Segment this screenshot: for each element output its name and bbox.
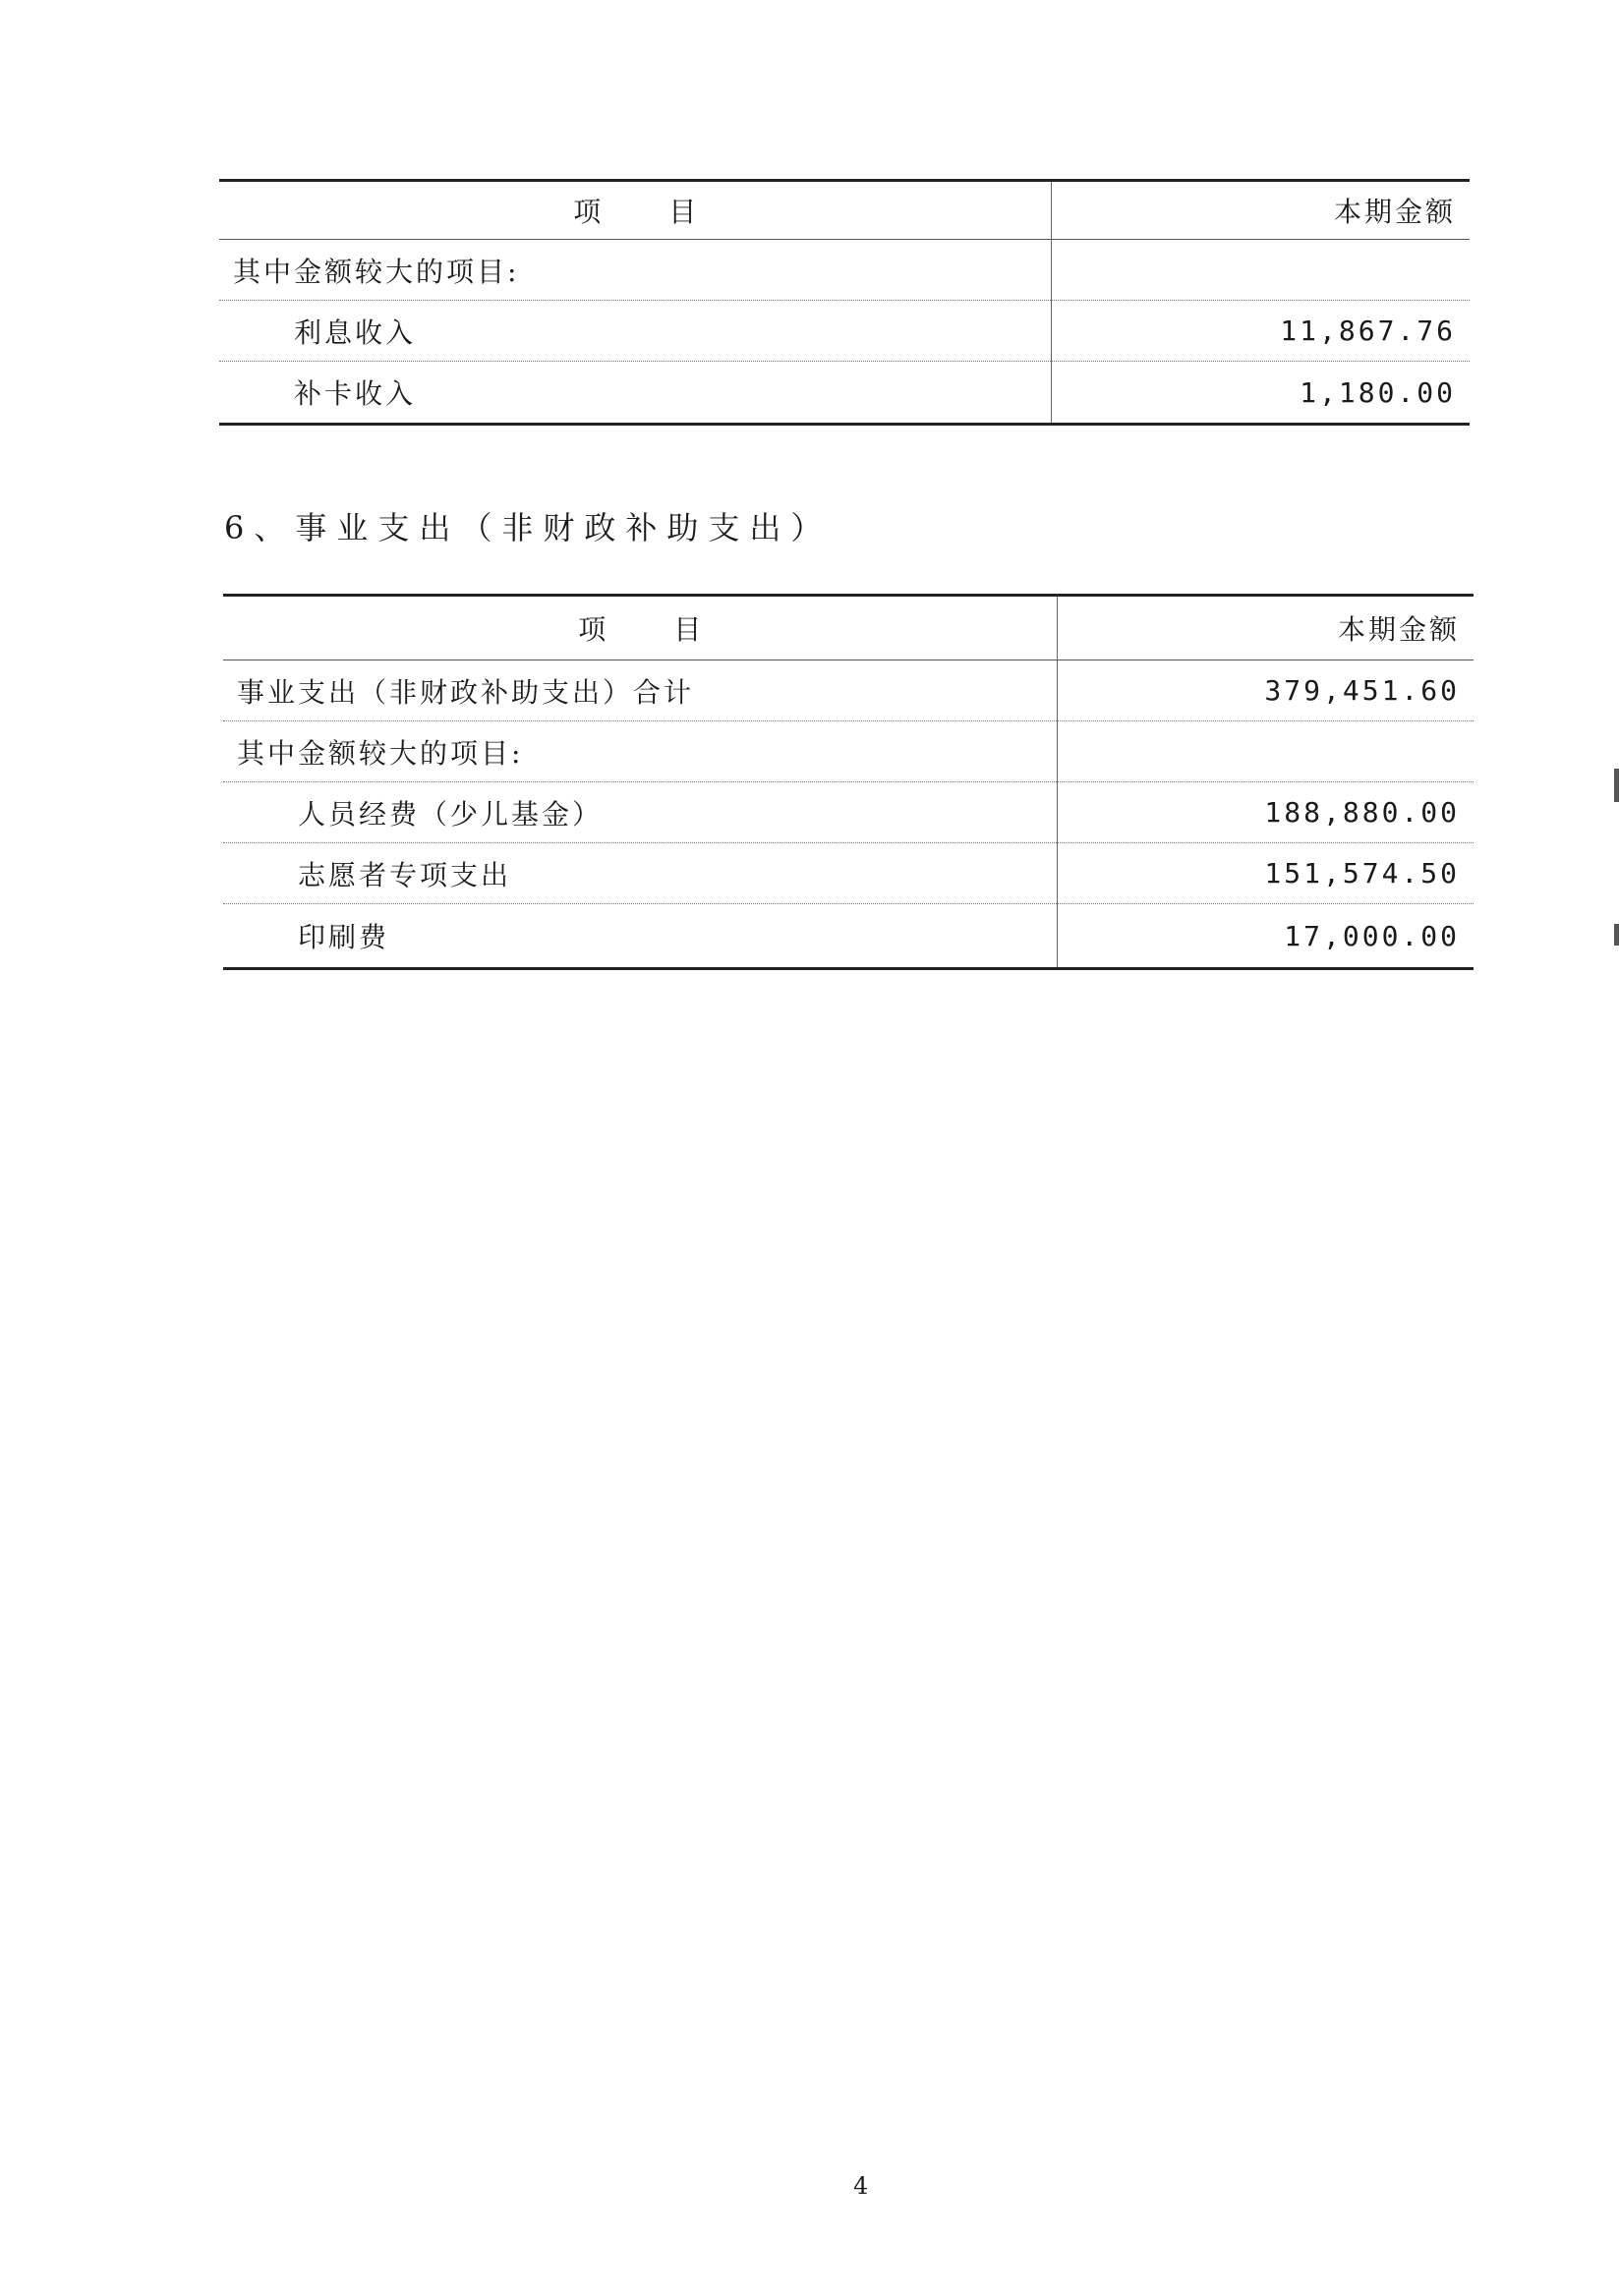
- page-number: 4: [853, 2172, 869, 2200]
- section-heading: 6、事业支出（非财政补助支出）: [224, 509, 833, 546]
- header-item: [219, 181, 1051, 240]
- row-label: 人员经费（少儿基金）: [223, 782, 1057, 843]
- header-amount: 本期金额: [1051, 181, 1470, 240]
- row-amount: 151,574.50: [1057, 843, 1474, 904]
- table-row: [223, 904, 1474, 969]
- table-row: [219, 301, 1470, 362]
- table-header-row: [219, 181, 1470, 240]
- table-row: [219, 240, 1470, 301]
- row-label: 印刷费: [223, 904, 1057, 969]
- table-header-row: [223, 596, 1474, 660]
- header-item-left: 项: [573, 196, 602, 228]
- expense-detail-table: [223, 594, 1474, 970]
- table-row: [223, 782, 1474, 843]
- header-item-left: 项: [578, 613, 607, 646]
- header-amount: 本期金额: [1057, 596, 1474, 660]
- table-row: [223, 721, 1474, 782]
- row-amount: 11,867.76: [1051, 301, 1470, 362]
- row-label: 志愿者专项支出: [223, 843, 1057, 904]
- table-row: [219, 362, 1470, 425]
- row-amount: [1057, 721, 1474, 782]
- row-amount: 17,000.00: [1057, 904, 1474, 969]
- row-label: 利息收入: [219, 301, 1051, 362]
- row-label: 其中金额较大的项目:: [223, 721, 1057, 782]
- scan-edge-mark: [1614, 769, 1619, 802]
- header-item: [223, 596, 1057, 660]
- income-detail-table: [219, 179, 1470, 426]
- row-amount: 379,451.60: [1057, 660, 1474, 721]
- scan-edge-mark: [1614, 924, 1619, 946]
- row-label: 事业支出（非财政补助支出）合计: [223, 660, 1057, 721]
- table-row: [223, 843, 1474, 904]
- row-amount: [1051, 240, 1470, 301]
- header-item-right: 目: [673, 613, 702, 646]
- table-row: [223, 660, 1474, 721]
- row-amount: 188,880.00: [1057, 782, 1474, 843]
- row-label: 补卡收入: [219, 362, 1051, 425]
- header-item-right: 目: [668, 196, 697, 228]
- row-label: 其中金额较大的项目:: [219, 240, 1051, 301]
- row-amount: 1,180.00: [1051, 362, 1470, 425]
